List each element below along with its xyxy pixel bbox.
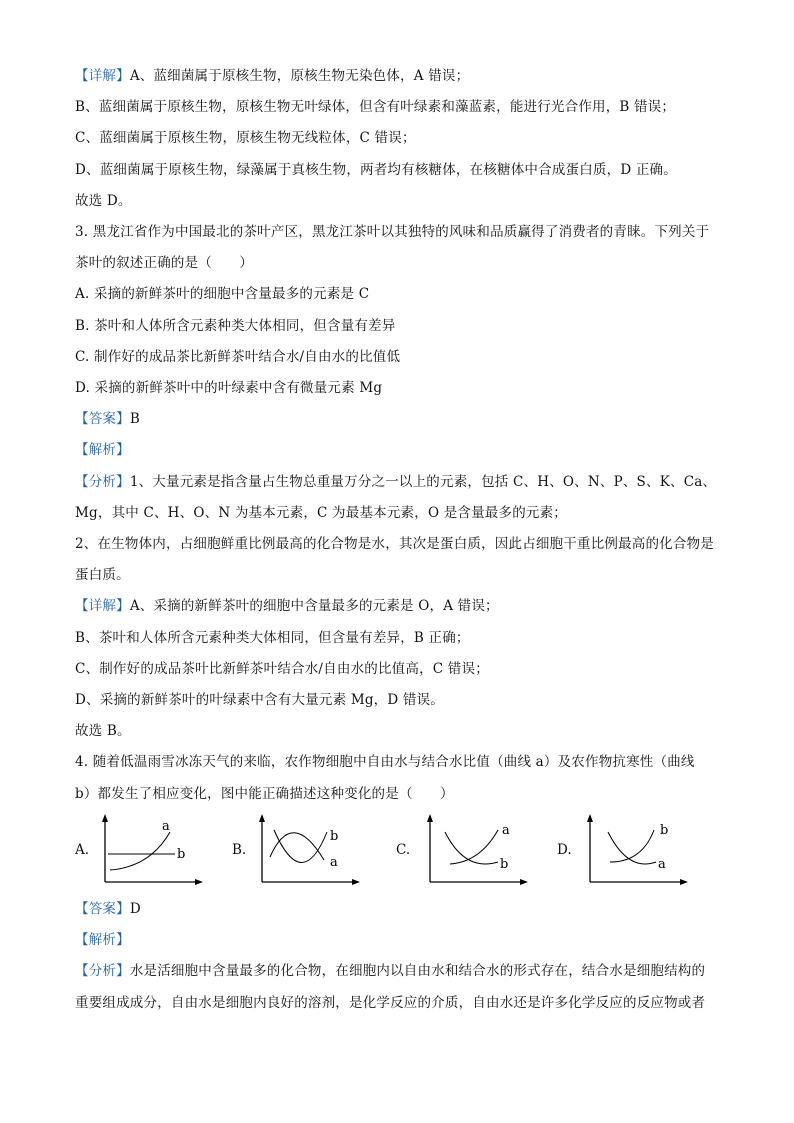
text-line [75,785,725,803]
graph-d-curve1: b [660,823,669,838]
line-text: 2、在生物体内，占细胞鲜重比例最高的化合物是水，其次是蛋白质，因此占细胞干重比例最高的化合物是 [75,536,714,552]
text-line [75,504,725,522]
line-text: b）都发生了相应变化，图中能正确描述这种变化的是（ ） [75,785,454,802]
text-line [75,441,725,459]
section-tag: 【答案】 [75,411,130,428]
text-line [75,566,725,584]
text-line [75,629,725,647]
text-line [75,67,725,85]
text-line [75,285,725,303]
line-text: D [129,901,141,917]
graph-a-curve1: a [162,819,170,834]
option-a-label: A. [75,842,90,858]
text-line [75,900,725,918]
graph-c-curve2: b [500,857,509,872]
text-line [75,473,725,491]
line-text: B [129,411,140,428]
text-line [75,931,725,949]
line-text: 茶叶的叙述正确的是（ ） [75,255,254,272]
section-tag: 【详解】 [75,598,130,615]
line-text: 蛋白质。 [75,567,130,584]
line-text: 1、大量元素是指含量占生物总重量万分之一以上的元素，包括 C、H、O、N、P、S、K、Ca、 [129,473,717,490]
text-line [75,660,725,678]
graph-a-curve2: b [177,847,186,862]
text-line [75,161,725,179]
text-line [75,98,725,116]
line-text: C. 制作好的成品茶比新鲜茶叶结合水/自由水的比值低 [75,348,401,365]
section-tag: 【解析】 [75,932,130,949]
text-line [75,254,725,272]
line-text: C、制作好的成品茶叶比新鲜茶叶结合水/自由水的比值高，C 错误； [75,660,489,677]
text-line [75,535,725,553]
line-text: Mg，其中 C、H、O、N 为基本元素，C 为最基本元素，O 是含量最多的元素； [75,504,568,521]
line-text: 故选 D。 [75,192,132,209]
graph-b-curve1: b [330,829,339,844]
line-text: 水是活细胞中含量最多的化合物，在细胞内以自由水和结合水的形式存在，结合水是细胞结构的 [129,963,706,980]
line-text: B、蓝细菌属于原核生物，原核生物无叶绿体，但含有叶绿素和藻蓝素，能进行光合作用，B 错误； [75,99,676,116]
graph-c [420,812,570,892]
graph-a [95,812,245,892]
text-line [75,348,725,366]
text-line [75,379,725,397]
option-c-label: C. [396,842,411,858]
section-tag: 【分析】 [75,473,130,490]
line-text: A、采摘的新鲜茶叶的细胞中含量最多的元素是 O，A 错误； [129,598,499,615]
line-text: C、蓝细菌属于原核生物，原核生物无线粒体，C 错误； [75,130,416,147]
text-line [75,722,725,740]
section-tag: 【详解】 [75,68,130,84]
text-line [75,317,725,335]
text-line [75,129,725,147]
section-tag: 【分析】 [75,963,130,980]
line-text: D、采摘的新鲜茶叶的叶绿素中含有大量元素 Mg，D 错误。 [75,692,444,708]
line-text: D. 采摘的新鲜茶叶中的叶绿素中含有微量元素 Mg [75,380,383,396]
line-text: 4. 随着低温雨雪冰冻天气的来临，农作物细胞中自由水与结合水比值（曲线 a）及农作物抗寒性（曲线 [75,754,695,771]
graph-b [252,812,402,892]
graph-c-curve1: a [502,823,510,838]
section-tag: 【答案】 [75,901,130,917]
text-line [75,597,725,615]
text-line [75,994,725,1012]
text-line [75,691,725,709]
graph-b-curve2: a [330,855,338,870]
text-line [75,753,725,771]
section-tag: 【解析】 [75,442,130,459]
graph-d-curve2: a [658,857,666,872]
line-text: 故选 B。 [75,723,131,740]
graph-d [580,812,730,892]
line-text: A. 采摘的新鲜茶叶的细胞中含量最多的元素是 C [75,286,370,303]
line-text: 3. 黑龙江省作为中国最北的茶叶产区，黑龙江茶叶以其独特的风味和品质赢得了消费者的青睐。下列关于 [75,224,710,240]
option-b-label: B. [232,842,247,858]
line-text: B. 茶叶和人体所含元素种类大体相同，但含量有差异 [75,317,396,334]
text-line [75,962,725,980]
text-line [75,410,725,428]
option-d-label: D. [557,842,572,858]
line-text: A、蓝细菌属于原核生物，原核生物无染色体，A 错误； [129,68,470,84]
text-line [75,223,725,241]
line-text: B、茶叶和人体所含元素种类大体相同，但含量有差异，B 正确； [75,629,470,646]
text-line [75,192,725,210]
line-text: D、蓝细菌属于原核生物，绿藻属于真核生物，两者均有核糖体，在核糖体中合成蛋白质，D 正确。 [75,161,677,178]
line-text: 重要组成成分，自由水是细胞内良好的溶剂，是化学反应的介质，自由水还是许多化学反应的反应物或者 [75,994,706,1011]
